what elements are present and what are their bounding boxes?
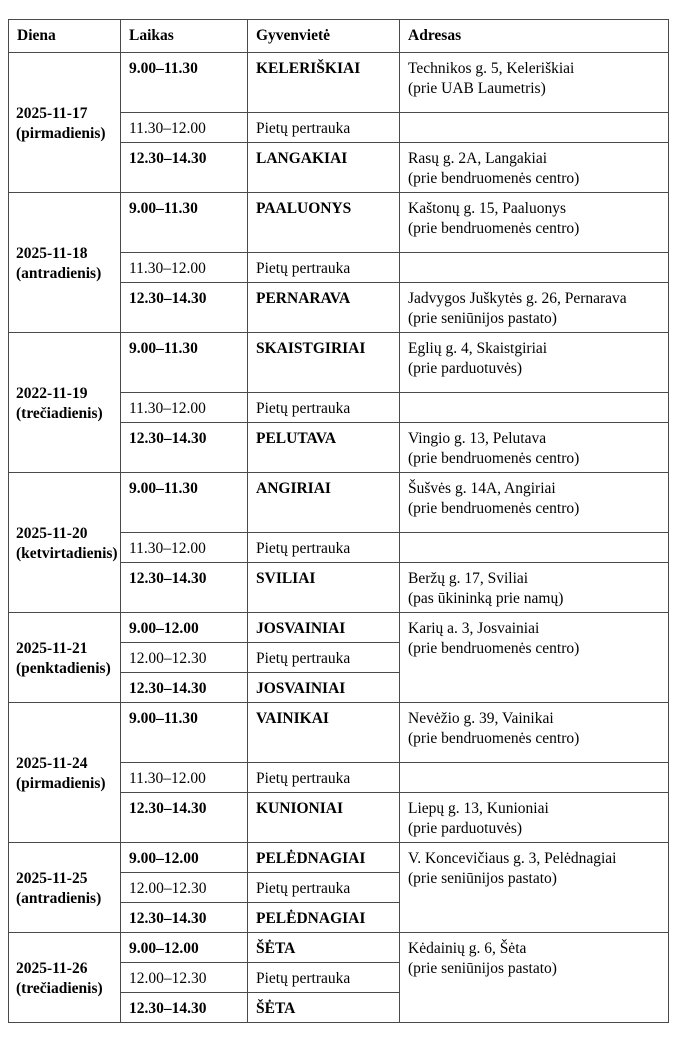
day-cell — [9, 473, 121, 613]
time-cell: 12.30–14.30 — [121, 283, 248, 333]
date: 2025-11-26 — [16, 960, 88, 977]
time-cell: 11.30–12.00 — [121, 533, 248, 563]
address-cell — [400, 143, 669, 193]
header-laikas: Laikas — [121, 20, 248, 53]
date: 2025-11-20 — [16, 525, 88, 542]
address-line: Rasų g. 2A, Langakiai — [408, 150, 548, 167]
place-cell: Pietų pertrauka — [248, 763, 400, 793]
address-cell-empty — [400, 253, 669, 283]
day-group — [9, 843, 669, 933]
address-line: (prie bendruomenės centro) — [408, 730, 580, 747]
address-cell-empty — [400, 113, 669, 143]
time-cell: 11.30–12.00 — [121, 253, 248, 283]
place-cell: Pietų pertrauka — [248, 643, 400, 673]
address-cell — [400, 613, 669, 703]
address-line: Šušvės g. 14A, Angiriai — [408, 480, 556, 497]
address-line: (prie bendruomenės centro) — [408, 170, 580, 187]
address-line: (prie seniūnijos pastato) — [408, 310, 557, 327]
time-cell: 9.00–11.30 — [121, 703, 248, 763]
place-cell: Pietų pertrauka — [248, 113, 400, 143]
address-line: V. Koncevičiaus g. 3, Pelėdnagiai — [408, 850, 617, 867]
day-group — [9, 613, 669, 703]
date: 2025-11-21 — [16, 640, 88, 657]
header-adresas: Adresas — [400, 20, 669, 53]
time-cell: 12.30–14.30 — [121, 423, 248, 473]
time-cell: 12.00–12.30 — [121, 963, 248, 993]
day-group — [9, 933, 669, 1023]
weekday: (trečiadienis) — [16, 980, 103, 997]
address-cell — [400, 333, 669, 393]
address-cell-empty — [400, 533, 669, 563]
address-line: (prie bendruomenės centro) — [408, 220, 580, 237]
address-line: (prie bendruomenės centro) — [408, 500, 580, 517]
time-cell: 9.00–11.30 — [121, 473, 248, 533]
day-cell — [9, 703, 121, 843]
time-cell: 12.30–14.30 — [121, 993, 248, 1023]
day-cell — [9, 613, 121, 703]
address-cell — [400, 793, 669, 843]
date: 2022-11-19 — [16, 385, 88, 402]
weekday: (ketvirtadienis) — [16, 545, 118, 562]
date: 2025-11-17 — [16, 105, 88, 122]
address-line: Eglių g. 4, Skaistgiriai — [408, 340, 548, 357]
place-cell: PELUTAVA — [248, 423, 400, 473]
weekday: (pirmadienis) — [16, 125, 106, 142]
time-cell: 11.30–12.00 — [121, 763, 248, 793]
weekday: (antradienis) — [16, 890, 102, 907]
time-cell: 12.30–14.30 — [121, 793, 248, 843]
place-cell: JOSVAINIAI — [248, 613, 400, 643]
address-line: (prie parduotuvės) — [408, 360, 523, 377]
address-line: (pas ūkininką prie namų) — [408, 590, 564, 607]
time-cell: 9.00–12.00 — [121, 613, 248, 643]
address-line: (prie seniūnijos pastato) — [408, 960, 557, 977]
address-cell — [400, 193, 669, 253]
place-cell: ANGIRIAI — [248, 473, 400, 533]
place-cell: SVILIAI — [248, 563, 400, 613]
day-cell — [9, 843, 121, 933]
address-line: Kėdainių g. 6, Šėta — [408, 940, 527, 957]
address-line: Nevėžio g. 39, Vainikai — [408, 710, 554, 727]
place-cell: PELĖDNAGIAI — [248, 843, 400, 873]
address-line: Karių a. 3, Josvainiai — [408, 620, 540, 637]
time-cell: 9.00–12.00 — [121, 843, 248, 873]
place-cell: PAALUONYS — [248, 193, 400, 253]
weekday: (pirmadienis) — [16, 775, 106, 792]
place-cell: Pietų pertrauka — [248, 963, 400, 993]
address-line: Kaštonų g. 15, Paaluonys — [408, 200, 567, 217]
day-group — [9, 703, 669, 843]
time-cell: 9.00–12.00 — [121, 933, 248, 963]
time-cell: 9.00–11.30 — [121, 333, 248, 393]
address-line: (prie parduotuvės) — [408, 820, 523, 837]
place-cell: Pietų pertrauka — [248, 253, 400, 283]
schedule-table — [8, 19, 669, 1023]
header-diena: Diena — [9, 20, 121, 53]
address-cell-empty — [400, 393, 669, 423]
place-cell: KELERIŠKIAI — [248, 53, 400, 113]
date: 2025-11-24 — [16, 755, 88, 772]
place-cell: Pietų pertrauka — [248, 873, 400, 903]
address-line: Technikos g. 5, Keleriškiai — [408, 60, 575, 77]
address-cell-empty — [400, 763, 669, 793]
day-cell — [9, 333, 121, 473]
address-line: Liepų g. 13, Kunioniai — [408, 800, 549, 817]
time-cell: 12.30–14.30 — [121, 673, 248, 703]
weekday: (trečiadienis) — [16, 405, 103, 422]
day-group — [9, 193, 669, 333]
day-cell — [9, 53, 121, 193]
place-cell: KUNIONIAI — [248, 793, 400, 843]
weekday: (antradienis) — [16, 265, 102, 282]
address-cell — [400, 703, 669, 763]
place-cell: ŠĖTA — [248, 933, 400, 963]
address-cell — [400, 473, 669, 533]
day-cell — [9, 933, 121, 1023]
place-cell: SKAISTGIRIAI — [248, 333, 400, 393]
address-cell — [400, 563, 669, 613]
day-cell — [9, 193, 121, 333]
time-cell: 9.00–11.30 — [121, 193, 248, 253]
table-header — [9, 20, 669, 53]
day-group — [9, 473, 669, 613]
date: 2025-11-25 — [16, 870, 88, 887]
place-cell: ŠĖTA — [248, 993, 400, 1023]
time-cell: 11.30–12.00 — [121, 393, 248, 423]
address-cell — [400, 843, 669, 933]
address-line: (prie bendruomenės centro) — [408, 450, 580, 467]
time-cell: 12.30–14.30 — [121, 563, 248, 613]
header-gyvenviete: Gyvenvietė — [248, 20, 400, 53]
time-cell: 11.30–12.00 — [121, 113, 248, 143]
date: 2025-11-18 — [16, 245, 88, 262]
address-cell — [400, 53, 669, 113]
place-cell: Pietų pertrauka — [248, 533, 400, 563]
address-line: Vingio g. 13, Pelutava — [408, 430, 547, 447]
address-line: Beržų g. 17, Sviliai — [408, 570, 529, 587]
day-group — [9, 53, 669, 193]
day-group — [9, 333, 669, 473]
time-cell: 12.30–14.30 — [121, 143, 248, 193]
address-line: (prie bendruomenės centro) — [408, 640, 580, 657]
weekday: (penktadienis) — [16, 660, 111, 677]
address-cell — [400, 933, 669, 1023]
place-cell: VAINIKAI — [248, 703, 400, 763]
place-cell: Pietų pertrauka — [248, 393, 400, 423]
address-line: (prie seniūnijos pastato) — [408, 870, 557, 887]
place-cell: PELĖDNAGIAI — [248, 903, 400, 933]
address-line: Jadvygos Juškytės g. 26, Pernarava — [408, 290, 627, 307]
time-cell: 9.00–11.30 — [121, 53, 248, 113]
address-cell — [400, 423, 669, 473]
time-cell: 12.30–14.30 — [121, 903, 248, 933]
place-cell: LANGAKIAI — [248, 143, 400, 193]
address-line: (prie UAB Laumetris) — [408, 80, 546, 97]
address-cell — [400, 283, 669, 333]
time-cell: 12.00–12.30 — [121, 873, 248, 903]
time-cell: 12.00–12.30 — [121, 643, 248, 673]
place-cell: JOSVAINIAI — [248, 673, 400, 703]
place-cell: PERNARAVA — [248, 283, 400, 333]
